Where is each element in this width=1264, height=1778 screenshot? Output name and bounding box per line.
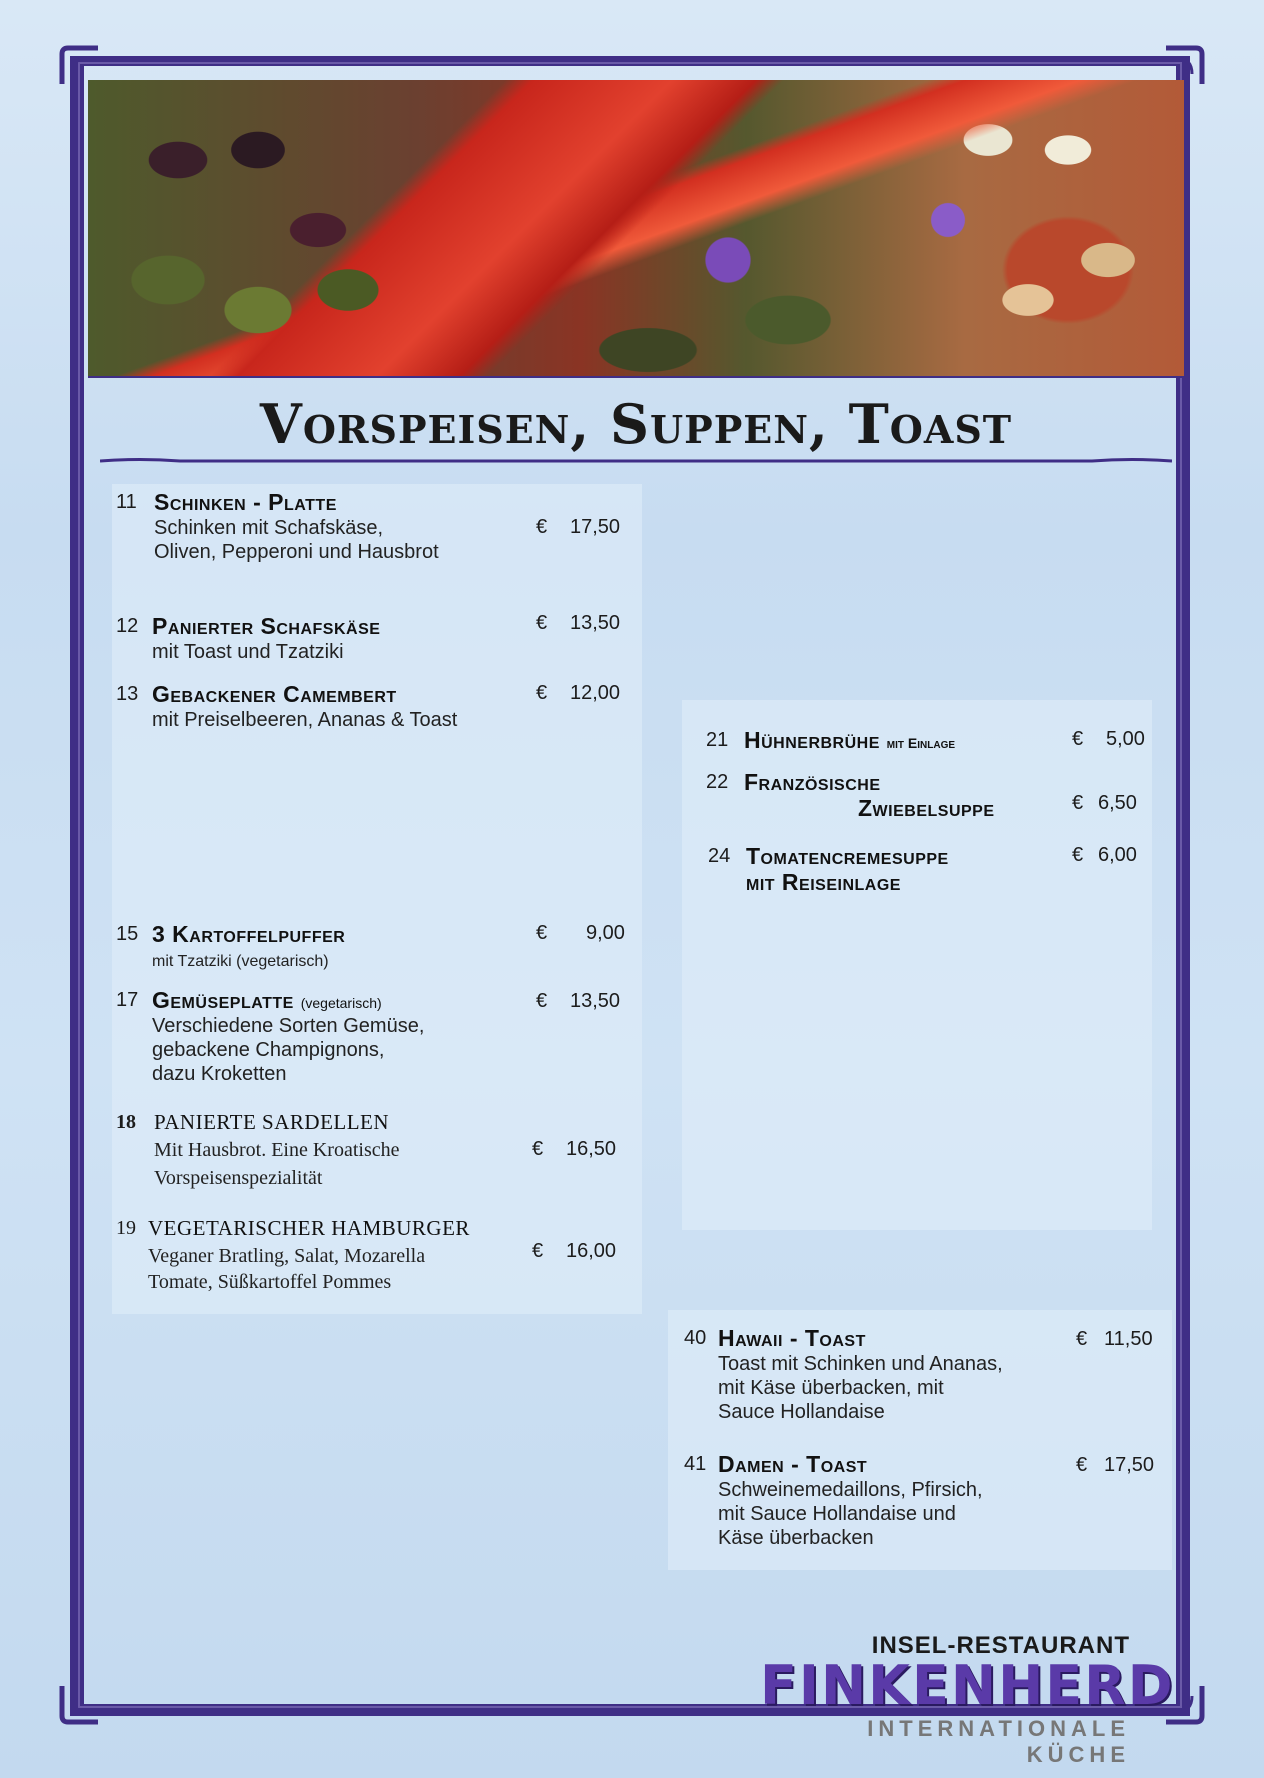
item-number: 40 [684,1327,707,1349]
item-number: 22 [706,771,729,793]
item-desc: Verschiedene Sorten Gemüse, [152,1015,425,1037]
item-desc: Vorspeisenspezialität [154,1167,323,1189]
item-desc: dazu Kroketten [152,1063,287,1085]
item-name-line2: Zwiebelsuppe [858,795,995,821]
item-desc: Tomate, Süßkartoffel Pommes [148,1271,392,1293]
item-number: 41 [684,1453,707,1475]
item-number: 17 [116,989,139,1011]
item-desc: gebackene Champignons, [152,1039,385,1061]
logo-name: FINKENHERD [760,1654,1175,1717]
price-15: € 9,00 [536,922,625,944]
item-desc: Käse überbacken [718,1527,874,1549]
item-number: 24 [708,845,731,867]
logo-subtitle: INTERNATIONALE KÜCHE [867,1716,1130,1767]
item-name: Französische [744,769,881,795]
item-name: VEGETARISCHER HAMBURGER [148,1216,470,1240]
item-number: 12 [116,615,139,637]
price-18: € 16,50 [532,1138,617,1160]
price-13: € 12,00 [536,682,621,704]
price-22: € 6,50 [1072,792,1137,814]
item-desc: mit Toast und Tzatziki [152,641,344,663]
item-name: Gemüseplatte (vegetarisch) [152,987,382,1013]
logo-tagline: INSEL-RESTAURANT [871,1632,1130,1659]
item-desc: mit Käse überbacken, mit [718,1377,944,1399]
price-41: € 17,50 [1076,1454,1155,1476]
item-number: 13 [116,683,139,705]
item-desc: Oliven, Pepperoni und Hausbrot [154,541,439,563]
page-title: Vorspeisen, Suppen, Toast [259,392,1013,456]
price-17: € 13,50 [536,990,621,1012]
item-desc: Veganer Bratling, Salat, Mozarella [148,1245,426,1267]
item-name: Gebackener Camembert [152,681,397,707]
item-desc: Schweinemedaillons, Pfirsich, [718,1479,983,1501]
price-12: € 13,50 [536,612,621,634]
restaurant-logo [760,1632,1175,1768]
item-name: Damen - Toast [718,1451,868,1477]
price-11: € 17,50 [536,516,621,538]
price-24: € 6,00 [1072,844,1137,866]
item-name: Hawaii - Toast [718,1325,866,1351]
corner-ornament-bottom-left [58,1682,102,1726]
item-number: 18 [116,1111,136,1133]
item-number: 21 [706,729,729,751]
item-desc: Sauce Hollandaise [718,1401,885,1423]
item-name: Panierter Schafskäse [152,613,381,639]
item-name: Tomatencremesuppe [746,843,949,869]
item-desc: mit Preiselbeeren, Ananas & Toast [152,709,458,731]
item-number: 19 [116,1217,136,1239]
item-desc: mit Tzatziki (vegetarisch) [152,953,329,970]
item-desc: Schinken mit Schafskäse, [154,517,383,539]
item-name: PANIERTE SARDELLEN [154,1110,390,1134]
item-desc: Mit Hausbrot. Eine Kroatische [154,1139,400,1161]
item-name: Schinken - Platte [154,489,337,515]
item-name: Hühnerbrühe mit Einlage [744,727,956,753]
item-name-line2: mit Reiseinlage [746,869,901,895]
price-40: € 11,50 [1076,1328,1153,1350]
title-divider [100,458,1172,464]
item-desc: Toast mit Schinken und Ananas, [718,1353,1003,1375]
antipasti-photo [88,80,1184,378]
item-desc: mit Sauce Hollandaise und [718,1503,956,1525]
item-number: 11 [116,491,137,513]
item-number: 15 [116,923,139,945]
item-name: 3 Kartoffelpuffer [152,921,346,947]
price-19: € 16,00 [532,1240,617,1262]
price-21: € 5,00 [1072,728,1145,750]
